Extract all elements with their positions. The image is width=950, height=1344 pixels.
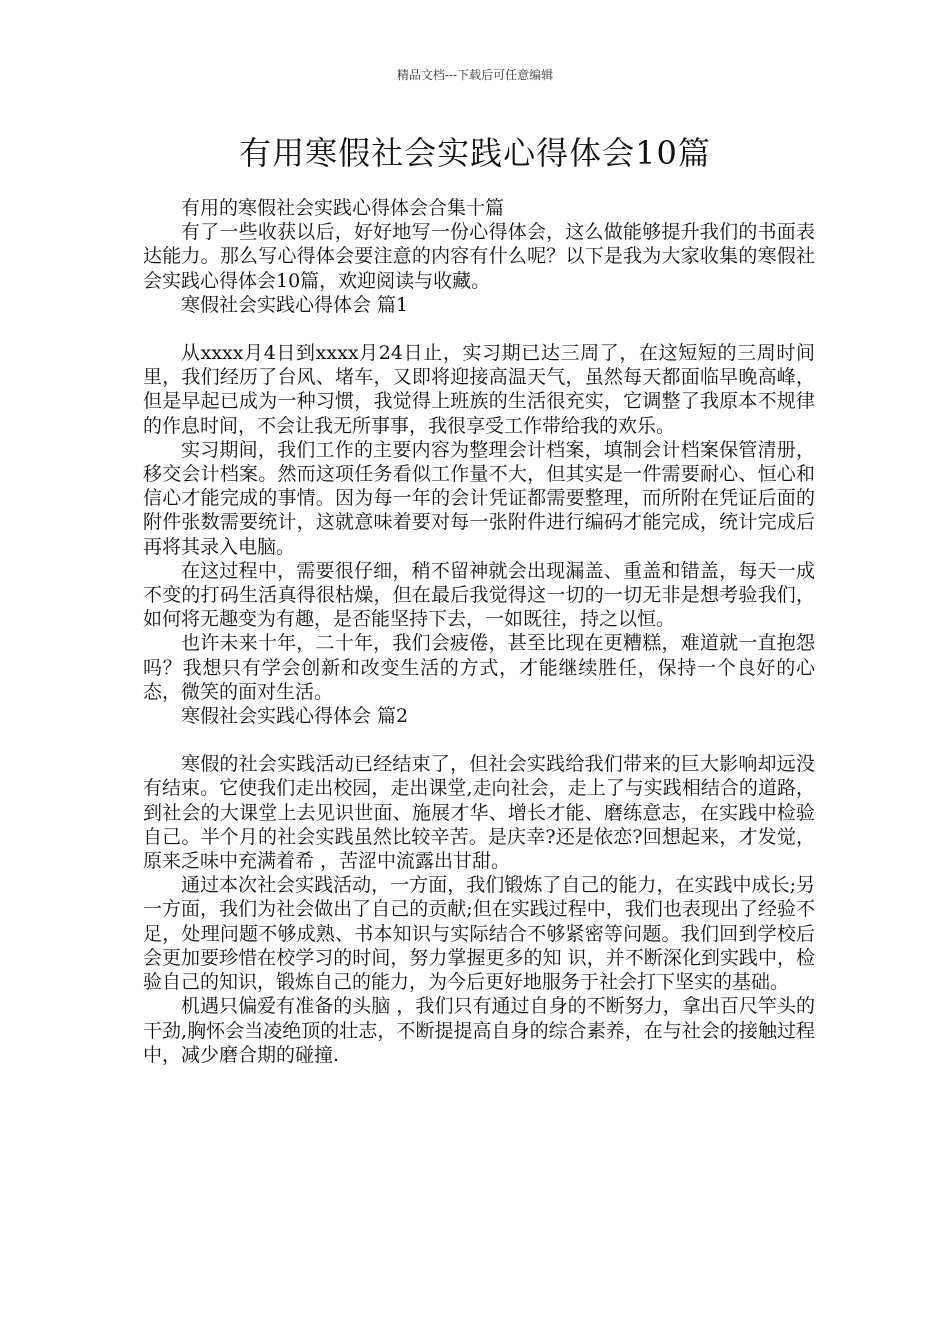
body-paragraph: 寒假的社会实践活动已经结束了，但社会实践给我们带来的巨大影响却远没有结束。它使我们走出校园，走出课堂,走向社会，走上了与实践相结合的道路，到社会的大课堂上去见识世面、施展才华、增长才能、磨练意志，在实践中检验自己。半个月的社会实践虽然比较辛苦。是庆幸?还是依恋?回想起来，才发觉，原来乏味中充满着希 ，苦涩中流露出甘甜。 bbox=[143, 753, 815, 873]
body-paragraph: 也许未来十年，二十年，我们会疲倦，甚至比现在更糟糕，难道就一直抱怨吗？我想只有学会创新和改变生活的方式，才能继续胜任，保持一个良好的心态，微笑的面对生活。 bbox=[143, 632, 815, 703]
document-body bbox=[143, 196, 815, 1067]
body-paragraph: 通过本次社会实践活动，一方面，我们锻炼了自己的能力，在实践中成长;另一方面，我们为社会做出了自己的贡献;但在实践过程中，我们也表现出了经验不足，处理问题不够成熟、书本知识与实际结合不够紧密等问题。我们回到学校后会更加要珍惜在校学习的时间，努力掌握更多的知 识，并不断深化到实践中，检验自己的知识，锻炼自己的能力，为今后更好地服务于社会打下坚实的基础。 bbox=[143, 874, 815, 994]
intro-paragraph: 有了一些收获以后，好好地写一份心得体会，这么做能够提升我们的书面表达能力。那么写心得体会要注意的内容有什么呢？以下是我为大家收集的寒假社会实践心得体会10篇，欢迎阅读与收藏。 bbox=[143, 221, 815, 292]
document-title: 有用寒假社会实践心得体会10篇 bbox=[239, 134, 711, 172]
body-paragraph: 从xxxx月4日到xxxx月24日止，实习期已达三周了，在这短短的三周时间里，我们经历了台风、堵车，又即将迎接高温天气，虽然每天都面临早晚高峰，但是早起已成为一种习惯，我觉得上班族的生活很充实，它调整了我原本不规律的作息时间，不会让我无所事事，我很享受工作带给我的欢乐。 bbox=[143, 342, 815, 437]
body-paragraph: 实习期间，我们工作的主要内容为整理会计档案，填制会计档案保管清册，移交会计档案。然而这项任务看似工作量不大，但其实是一件需要耐心、恒心和信心才能完成的事情。因为每一年的会计凭证都需要整理，而所附在凭证后面的附件张数需要统计，这就意味着要对每一张附件进行编码才能完成，统计完成后再将其录入电脑。 bbox=[143, 438, 815, 558]
section-heading-1: 寒假社会实践心得体会 篇1 bbox=[181, 293, 409, 316]
header-note: 精品文档---下载后可任意编辑 bbox=[396, 68, 554, 82]
intro-heading: 有用的寒假社会实践心得体会合集十篇 bbox=[181, 197, 505, 219]
section-heading-2: 寒假社会实践心得体会 篇2 bbox=[181, 705, 409, 728]
body-paragraph: 机遇只偏爱有准备的头脑 ，我们只有通过自身的不断努力，拿出百尺竿头的干劲,胸怀会当凌绝顶的壮志，不断提提高自身的综合素养，在与社会的接触过程中，减少磨合期的碰撞. bbox=[143, 995, 815, 1066]
body-paragraph: 在这过程中，需要很仔细，稍不留神就会出现漏盖、重盖和错盖，每天一成不变的打码生活真得很枯燥，但在最后我觉得这一切的一切无非是想考验我们，如何将无趣变为有趣，是否能坚持下去，一如既往，持之以恒。 bbox=[143, 559, 815, 631]
